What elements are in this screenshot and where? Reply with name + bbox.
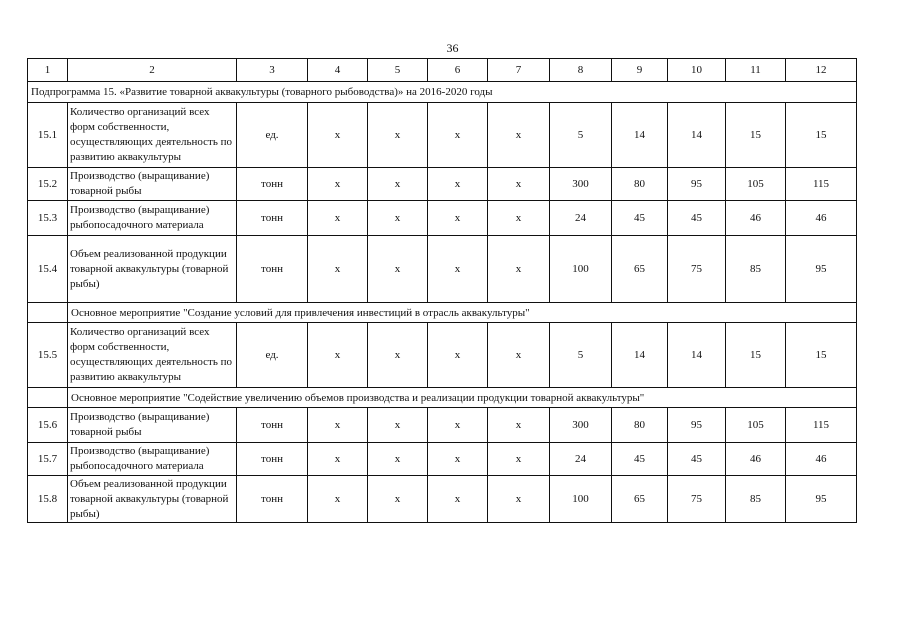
row-number: 15.2 bbox=[28, 168, 68, 201]
table-row bbox=[28, 168, 857, 201]
column-header: 2 bbox=[68, 59, 237, 82]
value-cell: 80 bbox=[612, 408, 668, 443]
subprogram-title: Подпрограмма 15. «Развитие товарной аквакультуры (товарного рыбоводства)» на 2016-2020 годы bbox=[28, 82, 857, 103]
value-cell: 95 bbox=[786, 476, 857, 523]
column-header: 7 bbox=[488, 59, 550, 82]
value-cell: х bbox=[428, 236, 488, 303]
value-cell: 24 bbox=[550, 201, 612, 236]
value-cell: 14 bbox=[612, 103, 668, 168]
value-cell: 95 bbox=[668, 408, 726, 443]
section-row bbox=[28, 388, 857, 408]
value-cell: х bbox=[368, 323, 428, 388]
value-cell: 15 bbox=[726, 323, 786, 388]
value-cell: х bbox=[488, 408, 550, 443]
value-cell: х bbox=[428, 168, 488, 201]
value-cell: 15 bbox=[786, 323, 857, 388]
table-row bbox=[28, 443, 857, 476]
value-cell: 45 bbox=[612, 443, 668, 476]
value-cell: 14 bbox=[668, 103, 726, 168]
value-cell: 45 bbox=[668, 443, 726, 476]
value-cell: 95 bbox=[668, 168, 726, 201]
value-cell: 15 bbox=[726, 103, 786, 168]
value-cell: 100 bbox=[550, 476, 612, 523]
header-row bbox=[28, 59, 857, 82]
value-cell: х bbox=[488, 443, 550, 476]
value-cell: 80 bbox=[612, 168, 668, 201]
subprogram-row bbox=[28, 82, 857, 103]
column-header: 5 bbox=[368, 59, 428, 82]
unit-cell: тонн bbox=[237, 408, 308, 443]
indicator-name: Производство (выращивание) товарной рыбы bbox=[68, 408, 237, 443]
unit-cell: тонн bbox=[237, 236, 308, 303]
value-cell: 105 bbox=[726, 168, 786, 201]
value-cell: х bbox=[368, 408, 428, 443]
section-title: Основное мероприятие "Создание условий для привлечения инвестиций в отрасль аквакультуры" bbox=[68, 303, 857, 323]
value-cell: 75 bbox=[668, 476, 726, 523]
row-number: 15.1 bbox=[28, 103, 68, 168]
unit-cell: тонн bbox=[237, 443, 308, 476]
value-cell: 300 bbox=[550, 408, 612, 443]
column-header: 3 bbox=[237, 59, 308, 82]
value-cell: 46 bbox=[726, 201, 786, 236]
row-number: 15.8 bbox=[28, 476, 68, 523]
table-row bbox=[28, 236, 857, 303]
value-cell: х bbox=[368, 236, 428, 303]
column-header: 12 bbox=[786, 59, 857, 82]
column-header: 10 bbox=[668, 59, 726, 82]
value-cell: х bbox=[428, 408, 488, 443]
value-cell: х bbox=[308, 408, 368, 443]
unit-cell: тонн bbox=[237, 168, 308, 201]
column-header: 4 bbox=[308, 59, 368, 82]
value-cell: 115 bbox=[786, 408, 857, 443]
value-cell: 14 bbox=[612, 323, 668, 388]
value-cell: 300 bbox=[550, 168, 612, 201]
value-cell: 45 bbox=[612, 201, 668, 236]
unit-cell: тонн bbox=[237, 476, 308, 523]
table-row bbox=[28, 408, 857, 443]
empty-cell bbox=[28, 303, 68, 323]
value-cell: 75 bbox=[668, 236, 726, 303]
indicator-name: Объем реализованной продукции товарной аквакультуры (товарной рыбы) bbox=[68, 476, 237, 523]
indicator-name: Количество организаций всех форм собственности, осуществляющих деятельность по развитию аквакультуры bbox=[68, 323, 237, 388]
value-cell: х bbox=[428, 476, 488, 523]
value-cell: х bbox=[308, 201, 368, 236]
indicator-name: Объем реализованной продукции товарной аквакультуры (товарной рыбы) bbox=[68, 236, 237, 303]
value-cell: 85 bbox=[726, 476, 786, 523]
table-row bbox=[28, 201, 857, 236]
indicator-name: Производство (выращивание) товарной рыбы bbox=[68, 168, 237, 201]
value-cell: 46 bbox=[786, 201, 857, 236]
table-row bbox=[28, 103, 857, 168]
indicator-name: Количество организаций всех форм собственности, осуществляющих деятельность по развитию аквакультуры bbox=[68, 103, 237, 168]
value-cell: х bbox=[308, 168, 368, 201]
value-cell: 14 bbox=[668, 323, 726, 388]
value-cell: х bbox=[428, 323, 488, 388]
table-row bbox=[28, 476, 857, 523]
section-title: Основное мероприятие "Содействие увеличению объемов производства и реализации продукции товарной аквакультуры" bbox=[68, 388, 857, 408]
value-cell: х bbox=[428, 443, 488, 476]
column-header: 11 bbox=[726, 59, 786, 82]
value-cell: 65 bbox=[612, 476, 668, 523]
row-number: 15.3 bbox=[28, 201, 68, 236]
column-header: 8 bbox=[550, 59, 612, 82]
value-cell: х bbox=[368, 168, 428, 201]
column-header: 9 bbox=[612, 59, 668, 82]
value-cell: 46 bbox=[726, 443, 786, 476]
value-cell: 100 bbox=[550, 236, 612, 303]
unit-cell: ед. bbox=[237, 323, 308, 388]
value-cell: 46 bbox=[786, 443, 857, 476]
column-header: 1 bbox=[28, 59, 68, 82]
value-cell: х bbox=[488, 323, 550, 388]
row-number: 15.7 bbox=[28, 443, 68, 476]
value-cell: х bbox=[308, 476, 368, 523]
value-cell: х bbox=[368, 103, 428, 168]
section-row bbox=[28, 303, 857, 323]
column-header: 6 bbox=[428, 59, 488, 82]
indicator-name: Производство (выращивание) рыбопосадочного материала bbox=[68, 443, 237, 476]
table-row bbox=[28, 323, 857, 388]
value-cell: 105 bbox=[726, 408, 786, 443]
value-cell: 95 bbox=[786, 236, 857, 303]
value-cell: х bbox=[488, 476, 550, 523]
row-number: 15.6 bbox=[28, 408, 68, 443]
row-number: 15.4 bbox=[28, 236, 68, 303]
value-cell: 85 bbox=[726, 236, 786, 303]
value-cell: 65 bbox=[612, 236, 668, 303]
value-cell: х bbox=[368, 476, 428, 523]
value-cell: х bbox=[488, 168, 550, 201]
value-cell: х bbox=[488, 236, 550, 303]
value-cell: х bbox=[428, 201, 488, 236]
value-cell: х bbox=[368, 201, 428, 236]
value-cell: 5 bbox=[550, 323, 612, 388]
unit-cell: ед. bbox=[237, 103, 308, 168]
value-cell: 15 bbox=[786, 103, 857, 168]
value-cell: х bbox=[308, 103, 368, 168]
value-cell: х bbox=[428, 103, 488, 168]
value-cell: х bbox=[308, 443, 368, 476]
value-cell: 115 bbox=[786, 168, 857, 201]
value-cell: 5 bbox=[550, 103, 612, 168]
value-cell: х bbox=[488, 103, 550, 168]
indicator-name: Производство (выращивание) рыбопосадочного материала bbox=[68, 201, 237, 236]
row-number: 15.5 bbox=[28, 323, 68, 388]
value-cell: х bbox=[308, 323, 368, 388]
value-cell: х bbox=[308, 236, 368, 303]
page-number: 36 bbox=[446, 41, 459, 55]
value-cell: х bbox=[368, 443, 428, 476]
unit-cell: тонн bbox=[237, 201, 308, 236]
value-cell: 24 bbox=[550, 443, 612, 476]
empty-cell bbox=[28, 388, 68, 408]
value-cell: 45 bbox=[668, 201, 726, 236]
indicators-table bbox=[27, 58, 857, 523]
value-cell: х bbox=[488, 201, 550, 236]
